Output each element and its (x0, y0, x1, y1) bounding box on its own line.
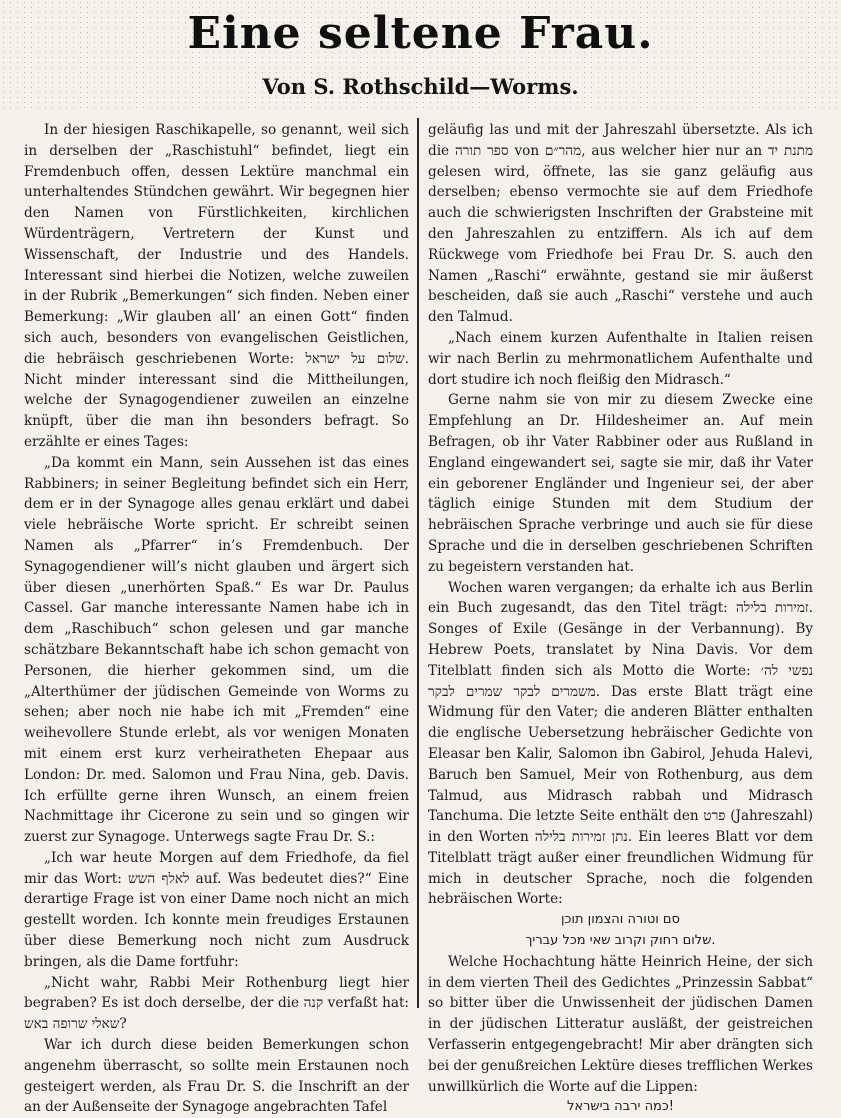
article-byline: Von S. Rothschild—Worms. (262, 74, 579, 99)
article-header (0, 0, 841, 112)
paragraph: „Nach einem kurzen Aufenthalte in Italien reisen wir nach Berlin zu mehrmonatlichem Aufenthalte und dort studire ich noch fleißig den Midrasch.“ (428, 329, 813, 388)
paragraph: geläufig las und mit der Jahreszahl übersetzte. Als ich die ספר תורה von מהר״ם, aus welcher hier nur an מתנת יד gelesen wird, öffnete, las sie ganz geläufig aus derselben; ebenso vermochte sie auf dem Friedhofe auch die schwierigsten Inschriften der Grabsteine mit den Jahreszahlen zu entziffern. Als ich auf dem Rückwege vom Friedhofe bei Frau Dr. S. auch den Namen „Raschi“ erwähnte, gestand sie mir äußerst bescheiden, daß sie auch „Raschi“ verstehe und auch den Talmud. (428, 122, 814, 326)
paragraph: Gerne nahm sie von mir zu diesem Zwecke eine Empfehlung an Dr. Hildesheimer an. Auf mein Befragen, ob ihr Vater Rabbiner oder aus Rußland in England eingewandert sei, sagte sie mir, daß ihr Vater ein geborener Engländer und Ingenieur sei, der aber täglich einige Stunden mit dem Studium der hebräischen Sprache verbringe und auch sie für diese Sprache und die in derselben geschriebenen Schriften zu begeistern verstanden hat. (428, 392, 813, 575)
article-title: Eine seltene Frau. (187, 8, 654, 59)
left-column (24, 120, 409, 1116)
hebrew-dedication-line: שלום רחוק וקרוב שאי מכל עבריך. (525, 933, 716, 949)
paragraph: Welche Hochachtung hätte Heinrich Heine, der sich in dem vierten Theil des Gedichtes „Prinzessin Sabbat“ so bitter über die Unwissenheit der jüdischen Damen in der jüdischen Litteratur ausläßt, der geistreichen Verfasserin entgegengebracht! Mir aber drängten sich bei der genußreichen Lektüre dieses trefflichen Werkes unwillkürlich die Worte auf die Lippen: (428, 953, 814, 1095)
paragraph: „Da kommt ein Mann, sein Aussehen ist das eines Rabbiners; in seiner Begleitung befindet sich ein Herr, dem er in der Synagoge alles genau erklärt und dabei viele hebräische Worte spricht. Er schreibt seinen Namen als „Pfarrer“ in’s Fremdenbuch. Der Synagogendiener will’s nicht glauben und ärgert sich über diesen „unerhörten Spaß.“ Es war Dr. Paulus Cassel. Gar manche interessante Namen habe ich in dem „Raschibuch“ schon gelesen und gar manche schätzbare Bekanntschaft habe ich schon gemacht von Personen, die hierher gekommen sind, um die „Alterthümer der jüdischen Gemeinde von Worms zu sehen; aber noch nie habe ich mit „Fremden“ eine weihevollere Stunde erlebt, als vor wenigen Monaten mit einem erst kurz verheiratheten Ehepaar aus London: Dr. med. Salomon und Frau Nina, geb. Davis. Ich erfüllte gerne ihren Wunsch, an einem freien Nachmittage ihr Cicerone zu sein und so gingen wir zuerst zur Synagoge. Unterwegs sagte Frau Dr. S.: (24, 454, 409, 846)
paragraph: „Nicht wahr, Rabbi Meir Rothenburg liegt hier begraben? Es ist doch derselbe, der die קנה verfaßt hat: שאלי שרופה באש? (24, 974, 409, 1033)
paragraph: Wochen waren vergangen; da erhalte ich aus Berlin ein Buch zugesandt, das den Titel trägt: זמירות בלילה. Songes of Exile (Gesänge in der Verbannung). By Hebrew Poets, translatet by Nina Davis. Vor dem Titelblatt finden sich als Motto die Worte: נפשי לה׳ משמרים לבקר שמרים לבקר. Das erste Blatt trägt eine Widmung für den Vater; die anderen Blätter enthalten die englische Uebersetzung hebräischer Gedichte von Eleasar ben Kalir, Salomon ibn Gabirol, Jehuda Halevi, Baruch ben Samuel, Meir von Rothenburg, aus dem Talmud, aus Midrasch rabbah und Midrasch Tanchuma. Die letzte Seite enthält den פרט (Jahreszahl) in den Worten נתן זמירות בלילה. Ein leeres Blatt vor dem Titelblatt trägt außer einer freundlichen Widmung für mich in deutscher Sprache, noch die folgenden hebräischen Worte: (428, 579, 813, 908)
hebrew-dedication-line: סם וטורה והצמון תוכן (561, 912, 680, 928)
paragraph: In der hiesigen Raschikapelle, so genannt, weil sich in derselben der „Raschistuhl“ befindet, liegt ein Fremdenbuch offen, dessen Lektüre manchmal ein unterhaltendes Stündchen gewährt. Wir begegnen hier den Namen von Fürstlichkeiten, kirchlichen Würdenträgern, Vertretern der Kunst und Wissenschaft, der Industrie und des Handels. Interessant sind hierbei die Notizen, welche zuweilen in der Rubrik „Bemerkungen“ sich finden. Neben einer Bemerkung: „Wir glauben all’ an einen Gott“ finden sich auch, besonders von evangelischen Geistlichen, die hebräisch geschriebenen Worte: שלום על ישראל. Nicht minder interessant sind die Mittheilungen, welche der Synagogendiener zuweilen an einzelne knüpft, über die man ihn besonders befragt. So erzählte er eines Tages: (24, 122, 409, 450)
paragraph: „Ich war heute Morgen auf dem Friedhofe, da fiel mir das Wort: לאלף השש auf. Was bedeutet dies?“ Eine derartige Frage ist von einer Dame noch nicht an mich gestellt worden. Ich konnte mein freudiges Erstaunen über diese Bemerkung noch nicht zum Ausdruck bringen, als die Dame fortfuhr: (24, 849, 409, 970)
right-column (428, 120, 814, 1115)
hebrew-closing-line: כמה ירבה בישראל! (567, 1099, 674, 1115)
paragraph: War ich durch diese beiden Bemerkungen schon angenehm überrascht, so sollte mein Erstaunen noch gesteigert werden, als Frau Dr. S. die Inschrift an der an der Außenseite der Synagoge angebrachten Tafel (24, 1037, 409, 1116)
column-divider (417, 118, 419, 1008)
